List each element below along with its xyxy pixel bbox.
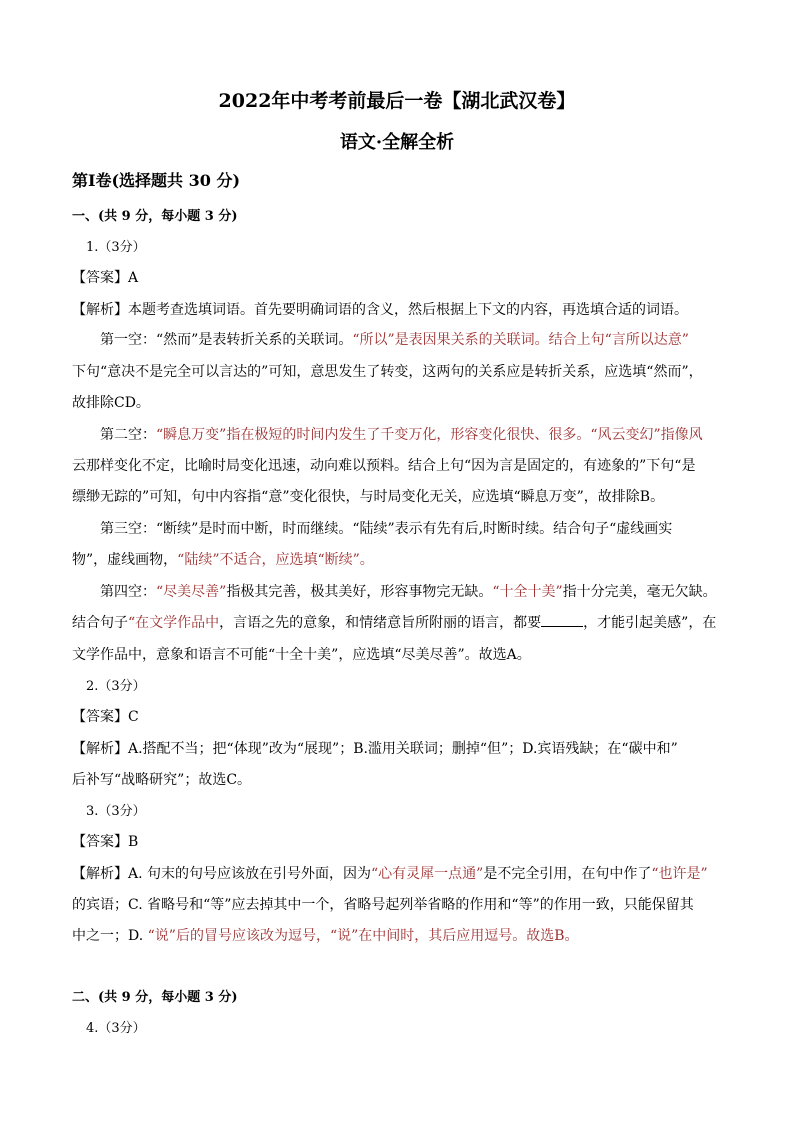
q2-analysis-line2: 后补写“战略研究”；故选C。 [72,772,252,788]
q3-analysis-line3 [72,922,724,951]
q2-number: 2.（3分） [86,679,146,694]
q1-answer-tag: 【答案】 [72,270,128,286]
q1-blank4-text-i: ，才能引起美感”，在 [583,615,717,631]
fill-in-blank [541,612,583,627]
q1-analysis-text: 本题考查选填词语。首先要明确词语的含义，然后根据上下文的内容，再选填合适的词语。 [128,302,688,318]
q3-text-d: “也许是” [651,866,708,882]
q3-analysis-line1 [72,860,724,889]
q1-blank4-text-e: 指十分完美，毫无欠缺。 [562,584,717,600]
q1-blank4-line1 [72,578,724,607]
q1-blank4-line3: 文学作品中，意象和语言不可能“十全十美”，应选填“尽美尽善”。故选A。 [72,647,531,663]
q3-text-b: “心有灵犀一点通” [371,866,484,882]
q3-text-f: “说”后的冒号应该改为逗号，“说”在中间时，其后应用逗号。故选B。 [147,928,579,944]
q3-analysis-tag: 【解析】 [72,866,128,882]
q2-answer: C [128,709,139,725]
page-subtitle: 语文·全解全析 [339,132,455,153]
q3-text-a: A. 句末的句号应该放在引号外面，因为 [128,866,372,882]
q1-blank3-text-c: “陆续”不适合，应选填“断续”。 [177,552,374,568]
q2-answer-tag: 【答案】 [72,709,128,725]
section2-heading: 二、(共 9 分，每小题 3 分) [72,990,238,1005]
q1-blank1-line1 [72,326,724,355]
q1-answer-line [72,264,724,293]
q1-blank1-text-b: “所以”是表因果关系的关联词。结合上句“言所以达意” [352,332,689,348]
q1-blank3-text-b: 物”，虚线画物， [72,552,178,568]
q1-blank2-text-b: “瞬息万变”指在极短的时间内发生了千变万化，形容变化很快、很多。“风云变幻”指像风 [156,427,703,443]
q1-blank2-line1 [72,421,724,450]
q1-blank4-text-b: “尽美尽善” [156,584,227,600]
q1-blank4-text-c: 指极其完善，极其美好，形容事物完无缺。 [226,584,493,600]
q1-blank4-line2 [72,609,724,638]
q3-answer-line [72,828,724,857]
q1-blank4-text-d: “十全十美” [492,584,563,600]
q3-number: 3.（3分） [86,804,146,819]
q3-answer-tag: 【答案】 [72,834,128,850]
q1-number: 1.（3分） [86,240,146,255]
q1-blank1-line3: 故排除CD。 [72,395,150,411]
q1-analysis-tag: 【解析】 [72,302,128,318]
q1-blank4-text-f: 结合句子 [72,615,128,631]
q3-analysis-line2: 的宾语；C. 省略号和“等”应去掉其中一个，省略号起列举省略的作用和“等”的作用一致，只能保留其 [72,897,694,913]
q1-analysis-line [72,296,724,325]
q3-answer: B [128,834,139,850]
q1-blank4-text-a: 第四空： [100,584,156,600]
q1-blank1-line2: 下句“意决不是完全可以言达的”可知，意思发生了转变，这两句的关系应是转折关系，应选填“然而”， [72,364,703,380]
q1-blank4-text-h: ，言语之先的意象，和情绪意旨所附丽的语言，都要 [219,615,542,631]
section1-heading: 一、(共 9 分，每小题 3 分) [72,209,238,224]
part1-heading: 第I卷(选择题共 30 分) [72,171,241,190]
q1-blank3-line2 [72,546,724,575]
q4-number: 4.（3分） [86,1021,146,1036]
q2-analysis-line1 [72,735,724,764]
q2-analysis-text: A.搭配不当；把“体现”改为“展现”；B.滥用关联词；删掉“但”；D.宾语残缺；在“碳中和” [128,741,678,757]
q1-blank3-line1: 第三空：“断续”是时而中断，时而继续。“陆续”表示有先有后,时断时续。结合句子“虚线画实 [100,521,673,537]
q1-blank2-line3: 缥缈无踪的”可知，句中内容指“意”变化很快，与时局变化无关，应选填“瞬息万变”，故排除B。 [72,489,665,505]
q3-text-c: 是不完全引用，在句中作了 [483,866,652,882]
page-title: 2022年中考考前最后一卷【湖北武汉卷】 [218,90,576,112]
q1-blank4-text-g: “在文学作品中 [128,615,220,631]
q2-answer-line [72,703,724,732]
q3-text-e: 中之一；D. [72,928,148,944]
q1-blank2-text-a: 第二空： [100,427,156,443]
q2-analysis-tag: 【解析】 [72,741,128,757]
q1-blank1-text-a: 第一空：“然而”是表转折关系的关联词。 [100,332,353,348]
q1-answer: A [128,270,139,286]
q1-blank2-line2: 云那样变化不定，比喻时局变化迅速，动向难以预料。结合上句“因为言是固定的，有迹象的”下句“是 [72,458,696,474]
